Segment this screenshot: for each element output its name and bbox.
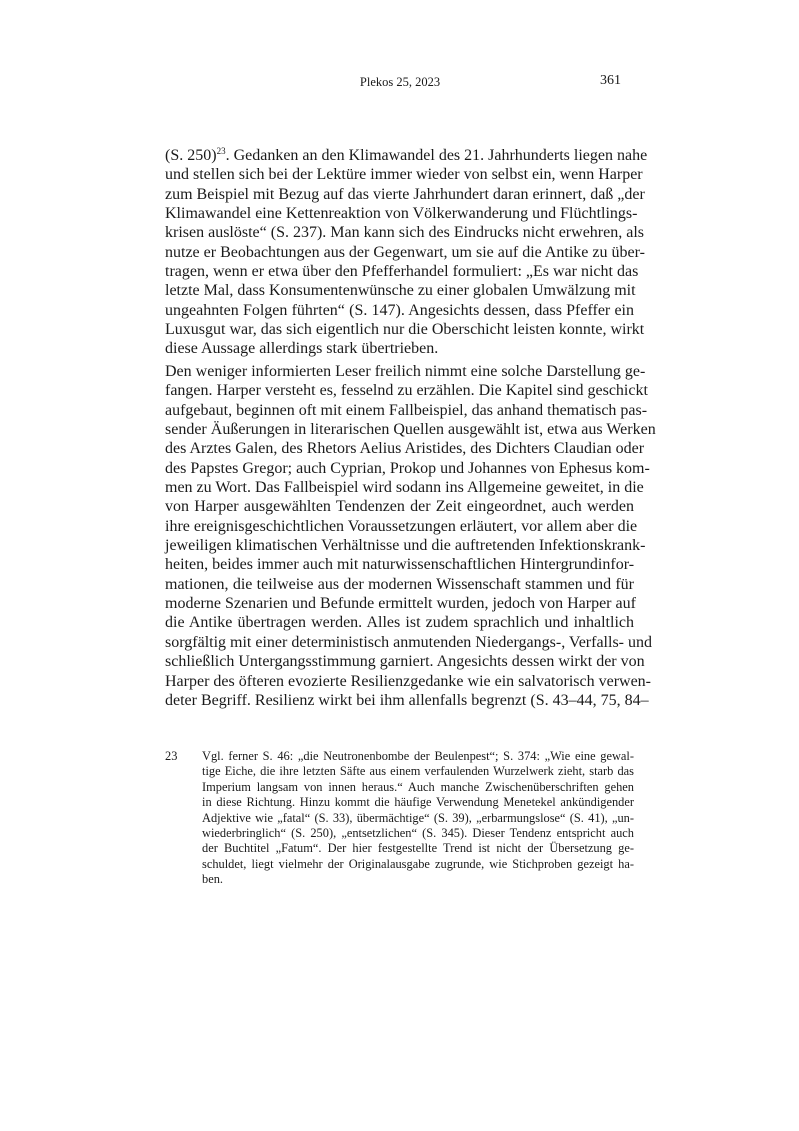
journal-title: Plekos 25, 2023 xyxy=(359,75,441,89)
text-line: ben. xyxy=(202,872,223,887)
text-line: die Antike übertragen werden. Alles ist zudem sprachlich und inhaltlich xyxy=(165,614,634,632)
text-line: deter Begriff. Resilienz wirkt bei ihm allenfalls begrenzt (S. 43–44, 75, 84– xyxy=(165,691,649,709)
text-line: zum Beispiel mit Bezug auf das vierte Jahrhundert daran erinnert, daß „der xyxy=(165,185,645,203)
paragraph-2 xyxy=(165,362,656,710)
text-line: sender Äußerungen in literarischen Quellen ausgewählt ist, etwa aus Werken xyxy=(165,421,656,439)
text-line: in diese Richtung. Hinzu kommt die häufige Verwendung Menetekel ankündigender xyxy=(202,795,634,810)
page-number: 361 xyxy=(600,73,621,88)
text-line: schließlich Untergangsstimmung garniert. Angesichts dessen wirkt der von xyxy=(165,653,645,671)
text-line: Harper des öfteren evozierte Resilienzgedanke wie ein salvatorisch verwen- xyxy=(165,672,651,690)
text-line: ihre ereignisgeschichtlichen Voraussetzungen erläutert, vor allem aber die xyxy=(165,517,638,535)
text-line: und stellen sich bei der Lektüre immer wieder von selbst ein, wenn Harper xyxy=(165,166,643,184)
text-line: des Arztes Galen, des Rhetors Aelius Aristides, des Dichters Claudian oder xyxy=(165,440,645,458)
footnote-number: 23 xyxy=(165,749,178,763)
text-line: heiten, beides immer auch mit naturwissenschaftlichen Hintergrundinfor- xyxy=(165,556,635,574)
text-span: . Gedanken an den Klimawandel des 21. Jahrhunderts liegen nahe xyxy=(225,147,648,164)
text-line: sorgfältig mit einer deterministisch anmutenden Niedergangs-, Verfalls- und xyxy=(165,633,652,651)
text-line: der Buchtitel „Fatum“. Der hier festgestellte Trend ist nicht der Übersetzung ge- xyxy=(202,841,634,856)
text-line: Den weniger informierten Leser freilich nimmt eine solche Darstellung ge- xyxy=(165,363,646,380)
text-line: tragen, wenn er etwa über den Pfefferhandel formuliert: „Es war nicht das xyxy=(165,263,639,281)
text-line: men zu Wort. Das Fallbeispiel wird sodann ins Allgemeine geweitet, in die xyxy=(165,479,644,497)
text-line: krisen auslöste“ (S. 237). Man kann sich des Eindrucks nicht erwehren, als xyxy=(165,224,644,242)
text-line: wiederbringlich“ (S. 250), „entsetzlichen“ (S. 345). Dieser Tendenz entspricht auch xyxy=(202,825,634,840)
text-line: Imperium langsam von innen heraus.“ Auch manche Zwischenüberschriften gehen xyxy=(202,779,634,794)
text-line: von Harper ausgewählten Tendenzen der Zeit eingeordnet, auch werden xyxy=(165,498,634,516)
text-line: diese Aussage allerdings stark übertrieben. xyxy=(165,340,439,358)
text-line: Luxusgut war, das sich eigentlich nur die Oberschicht leisten konnte, wirkt xyxy=(165,321,645,339)
text-line: ungeahnten Folgen führten“ (S. 147). Angesichts dessen, dass Pfeffer ein xyxy=(165,301,634,319)
text-line: moderne Szenarien und Befunde ermittelt wurden, jedoch von Harper auf xyxy=(165,595,636,613)
paragraph-1 xyxy=(165,146,648,359)
text-line: jeweiligen klimatischen Verhältnisse und die auftretenden Infektionskrank- xyxy=(165,537,646,555)
text-line: Vgl. ferner S. 46: „die Neutronenbombe der Beulenpest“; S. 374: „Wie eine gewal- xyxy=(202,749,634,763)
text-line: nutze er Beobachtungen aus der Gegenwart, um sie auf die Antike zu über- xyxy=(165,243,645,261)
text-line xyxy=(165,146,648,165)
text-line: fangen. Harper versteht es, fesselnd zu erzählen. Die Kapitel sind geschickt xyxy=(165,382,648,400)
text-line: schuldet, liegt vielmehr der Originalausgabe zugrunde, wie Stichproben gezeigt ha- xyxy=(202,856,634,871)
text-line: Adjektive wie „fatal“ (S. 33), übermächtige“ (S. 39), „erbarmungslose“ (S. 41), „un- xyxy=(202,810,634,825)
citation: (S. 250) xyxy=(165,147,217,164)
text-line: des Papstes Gregor; auch Cyprian, Prokop und Johannes von Ephesus kom- xyxy=(165,459,650,477)
text-line: letzte Mal, dass Konsumentenwünsche zu einer globalen Umwälzung mit xyxy=(165,282,636,300)
text-line: tige Eiche, die ihre letzten Säfte aus einem verfaulenden Wurzelwerk zieht, starb das xyxy=(202,764,634,779)
running-header xyxy=(165,73,635,93)
footnote-ref[interactable]: 23 xyxy=(216,146,226,156)
text-line: mationen, die teilweise aus der modernen Wissenschaft stammen und für xyxy=(165,575,634,593)
text-line: Klimawandel eine Kettenreaktion von Völkerwanderung und Flüchtlings- xyxy=(165,205,638,223)
footnote-text xyxy=(202,749,634,888)
text-line: aufgebaut, beginnen oft mit einem Fallbeispiel, das anhand thematisch pas- xyxy=(165,401,648,419)
